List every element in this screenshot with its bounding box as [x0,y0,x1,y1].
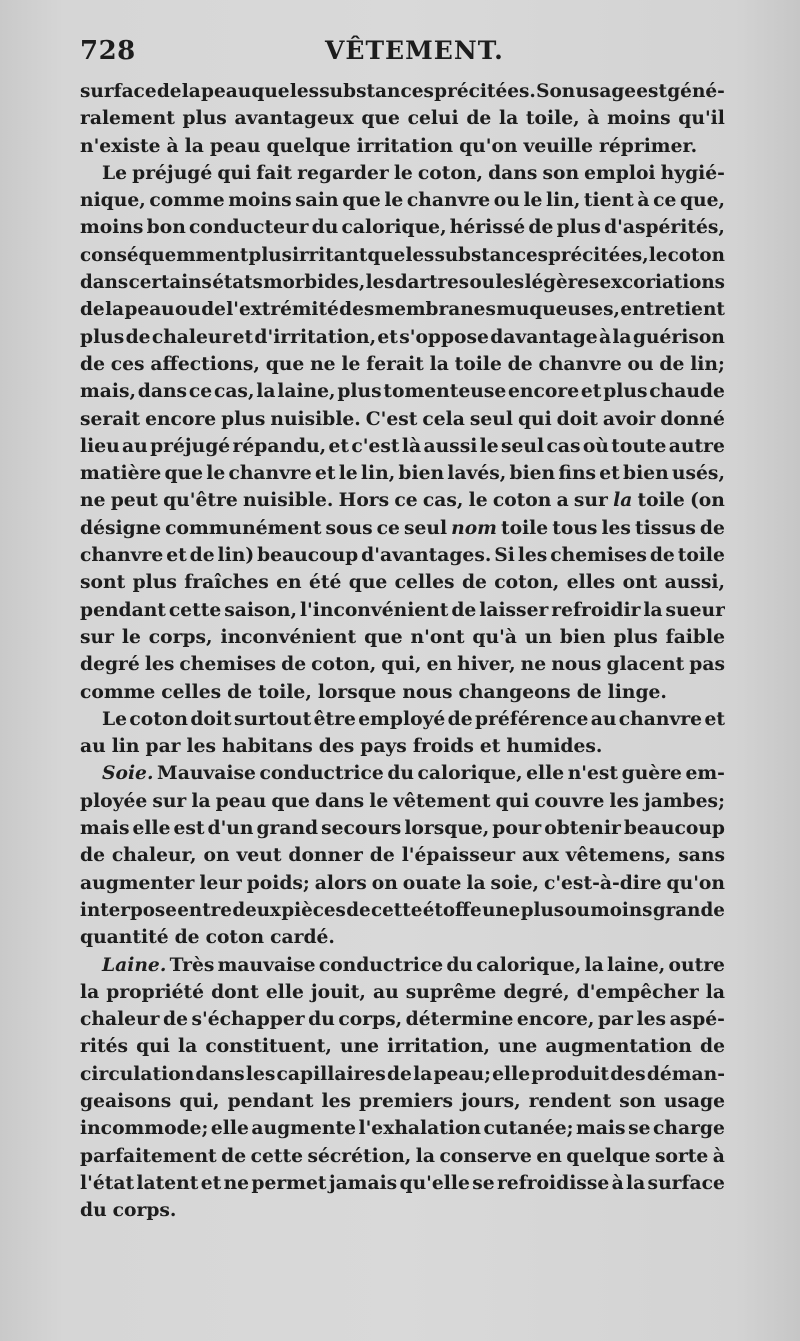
text-line: plus de chaleur et d'irritation, et s'oppose davantage à la guérison [80,325,725,348]
body-text [80,78,725,1224]
text-line: comme celles de toile, lorsque nous changeons de linge. [80,680,667,703]
text-line: sur le corps, inconvénient que n'ont qu'à un bien plus faible [80,625,725,648]
text-line: nique, comme moins sain que le chanvre ou le lin, tient à ce que, [80,189,725,212]
text-line: surface de la peau que les substances précitées. Son usage est géné- [80,81,725,102]
text-line: ployée sur la peau que dans le vêtement qui couvre les jambes; [80,789,725,812]
text-line: degré les chemises de coton, qui, en hiver, ne nous glacent pas [80,653,725,676]
text-line: Le préjugé qui fait regarder le coton, dans son emploi hygié- [102,161,725,184]
text-line: interpose entre deux pièces de cette étoffe une plus ou moins grande [80,899,725,921]
text-line: chaleur de s'échapper du corps, détermine encore, par les aspé- [80,1008,725,1031]
text-line: Laine. Très mauvaise conductrice du calorique, la laine, outre [102,953,725,976]
page-header [80,28,725,72]
text-line: moins bon conducteur du calorique, hérissé de plus d'aspérités, [80,216,725,239]
text-line: au lin par les habitans des pays froids et humides. [80,735,603,758]
text-line: n'existe à la peau quelque irritation qu'on veuille réprimer. [80,134,698,157]
text-line: ne peut qu'être nuisible. Hors ce cas, le coton a sur la toile (on [80,489,725,512]
text-line: ralement plus avantageux que celui de la toile, à moins qu'il [80,107,725,130]
text-line: serait encore plus nuisible. C'est cela seul qui doit avoir donné [80,407,725,430]
text-line: sont plus fraîches en été que celles de coton, elles ont aussi, [80,571,725,594]
text-line: mais elle est d'un grand secours lorsque, pour obtenir beaucoup [80,817,725,840]
text-line: l'état latent et ne permet jamais qu'elle se refroidisse à la surface [80,1171,725,1194]
text-line: Soie. Mauvaise conductrice du calorique, elle n'est guère em- [102,762,725,785]
text-line: quantité de coton cardé. [80,926,335,949]
running-title: VÊTEMENT. [325,36,504,65]
text-line: chanvre et de lin) beaucoup d'avantages. Si les chemises de toile [80,544,725,567]
text-line: lieu au préjugé répandu, et c'est là aussi le seul cas où toute autre [80,434,725,457]
text-line: matière que le chanvre et le lin, bien lavés, bien fins et bien usés, [80,462,725,485]
text-line: incommode; elle augmente l'exhalation cutanée; mais se charge [80,1117,725,1140]
text-line: pendant cette saison, l'inconvénient de laisser refroidir la sueur [80,598,725,621]
text-line: mais, dans ce cas, la laine, plus tomenteuse encore et plus chaude [80,380,725,403]
page-number: 728 [80,36,136,66]
text-line: dans certains états morbides, les dartres ou les légères excoriations [80,272,725,294]
text-line: conséquemment plus irritant que les substances précitées, le coton [80,244,725,266]
text-line: du corps. [80,1199,177,1222]
text-line: geaisons qui, pendant les premiers jours, rendent son usage [80,1089,725,1112]
text-line: circulation dans les capillaires de la peau; elle produit des déman- [80,1062,725,1085]
text-line: désigne communément sous ce seul nom toile tous les tissus de [80,516,725,539]
text-line: de ces affections, que ne le ferait la toile de chanvre ou de lin; [80,352,725,375]
text-line: de chaleur, on veut donner de l'épaisseur aux vêtemens, sans [80,844,725,867]
text-line: rités qui la constituent, une irritation, une augmentation de [80,1035,725,1058]
text-line: parfaitement de cette sécrétion, la conserve en quelque sorte à [80,1144,725,1167]
text-line: Le coton doit surtout être employé de préférence au chanvre et [102,707,725,730]
text-line: augmenter leur poids; alors on ouate la soie, c'est-à-dire qu'on [80,871,725,894]
text-line: de la peau ou de l'extrémité des membranes muqueuses, entretient [80,299,725,321]
text-line: la propriété dont elle jouit, au suprême degré, d'empêcher la [80,980,725,1003]
